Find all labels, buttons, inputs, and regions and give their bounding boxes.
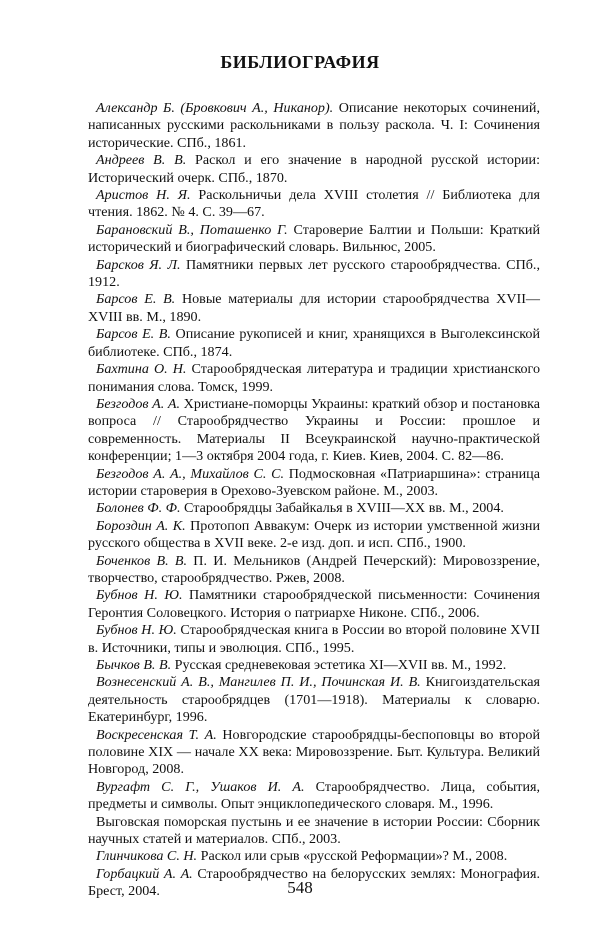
entry-author: Вознесенский А. В., Мангилев П. И., Починская И. В. — [96, 674, 421, 691]
entry-author: Бубнов Н. Ю. — [96, 622, 177, 639]
bibliography-entry — [88, 727, 540, 779]
entry-text: Раскольничьи дела XVIII столетия // Библиотека для чтения. 1862. № 4. С. 39—67. — [88, 187, 540, 221]
entry-text: Раскол или срыв «русской Реформации»? М., 2008. — [200, 848, 508, 865]
bibliography-entry — [88, 396, 540, 466]
bibliography-entry — [88, 152, 540, 187]
bibliography-entry — [88, 779, 540, 814]
bibliography-entry — [88, 466, 540, 501]
bibliography-entry — [88, 222, 540, 257]
entry-text: Новгородские старообрядцы-беспоповцы во второй половине XIX — начале XX века: Мировоззрение. Быт. Культура. Великий Новгород, 2008. — [88, 726, 540, 778]
entry-author: Андреев В. В. — [96, 152, 187, 169]
bibliography-entry — [88, 814, 540, 849]
entry-author: Боченков В. В. — [96, 552, 188, 569]
entry-text: Описание рукописей и книг, хранящихся в Выголексинской библиотеке. СПб., 1874. — [88, 326, 540, 360]
bibliography-entry — [88, 587, 540, 622]
entry-text: Памятники первых лет русского старообрядчества. СПб., 1912. — [88, 256, 540, 291]
bibliography-entry — [88, 674, 540, 726]
entry-author: Аристов Н. Я. — [96, 187, 191, 204]
entry-text: Старообрядческая литература и традиции христианского понимания слова. Томск, 1999. — [88, 361, 540, 395]
bibliography-entry — [88, 326, 540, 361]
entry-author: Бубнов Н. Ю. — [96, 587, 183, 604]
entry-text: Протопоп Аввакум: Очерк из истории умственной жизни русского общества в XVII веке. 2-е изд. доп. и исп. СПб., 1900. — [88, 517, 541, 552]
entry-text: Памятники старообрядческой письменности: Сочинения Геронтия Соловецкого. История о патриархе Никоне. СПб., 2006. — [88, 587, 540, 621]
entry-text: Старообрядцы Забайкалья в XVIII—XX вв. М., 2004. — [184, 500, 504, 517]
entry-text: Русская средневековая эстетика XI—XVII вв. М., 1992. — [174, 657, 507, 673]
entry-text: Новые материалы для истории старообрядчества XVII—XVIII вв. М., 1890. — [88, 291, 540, 325]
entry-author: Бороздин А. К. — [96, 517, 186, 534]
entry-text: Старообрядчество. Лица, события, предметы и символы. Опыт энциклопедического словаря. М., 1996. — [88, 778, 541, 813]
entry-author: Вургафт С. Г., Ушаков И. А. — [96, 778, 305, 795]
entry-author: Безгодов А. А. — [96, 395, 181, 412]
entry-text: Старообрядчество на белорусских землях: Монография. Брест, 2004. — [88, 865, 541, 900]
entry-author: Глинчикова С. Н. — [96, 848, 198, 865]
bibliography-entry — [88, 291, 540, 326]
bibliography-entry — [88, 657, 540, 674]
bibliography-list — [88, 100, 540, 901]
entry-author: Безгодов А. А., Михайлов С. С. — [96, 465, 284, 482]
bibliography-entry — [88, 361, 540, 396]
entry-author: Барсков Я. Л. — [96, 256, 181, 273]
bibliography-entry — [88, 518, 540, 553]
entry-text: Старообрядческая книга в России во второй половине XVII в. Источники, типы и эволюция. СПб., 1995. — [88, 622, 540, 656]
entry-text: Христиане-поморцы Украины: краткий обзор и постановка вопроса // Старообрядчество Украины и России: прошлое и современность. Материалы II Всеукраинской научно-практической конференции; 1—3 октября 2004 года, г. Киев. Киев, 2004. С. 82—86. — [88, 395, 540, 465]
entry-text: Описание некоторых сочинений, написанных русскими раскольниками в пользу раскола. Ч. I: Сочинения исторические. СПб., 1861. — [88, 100, 540, 151]
entry-author: Барановский В., Поташенко Г. — [96, 221, 288, 238]
entry-text: Выговская поморская пустынь и ее значение в истории России: Сборник научных статей и материалов. СПб., 2003. — [88, 813, 540, 848]
entry-text: П. И. Мельников (Андрей Печерский): Мировоззрение, творчество, старообрядчество. Ржев, 2008. — [88, 552, 541, 586]
page-number: 548 — [287, 878, 313, 897]
page-title: БИБЛИОГРАФИЯ — [220, 52, 380, 72]
entry-author: Болонев Ф. Ф. — [96, 500, 181, 517]
bibliography-entry — [88, 500, 540, 517]
bibliography-entry — [88, 553, 540, 588]
entry-text: Староверие Балтии и Польши: Краткий исторический и биографический словарь. Вильнюс, 2005. — [88, 221, 540, 256]
bibliography-entry — [88, 848, 540, 865]
entry-text: Подмосковная «Патриаршина»: страница истории староверия в Орехово-Зуевском районе. М., 2003. — [88, 465, 540, 499]
bibliography-entry — [88, 257, 540, 292]
entry-author: Александр Б. (Бровкович А., Никанор). — [96, 100, 334, 116]
entry-author: Воскресенская Т. А. — [96, 726, 217, 743]
entry-author: Горбацкий А. А. — [96, 865, 193, 882]
bibliography-entry — [88, 187, 540, 222]
bibliography-entry — [88, 100, 540, 152]
entry-text: Раскол и его значение в народной русской истории: Исторический очерк. СПб., 1870. — [88, 152, 540, 186]
entry-author: Бахтина О. Н. — [96, 361, 187, 378]
entry-author: Бычков В. В. — [96, 657, 172, 673]
entry-text: Книгоиздательская деятельность старообрядцев (1701—1918). Материалы к словарю. Екатеринбург, 1996. — [88, 674, 540, 726]
entry-author: Барсов Е. В. — [96, 326, 171, 343]
entry-author: Барсов Е. В. — [96, 291, 176, 308]
bibliography-entry — [88, 622, 540, 657]
